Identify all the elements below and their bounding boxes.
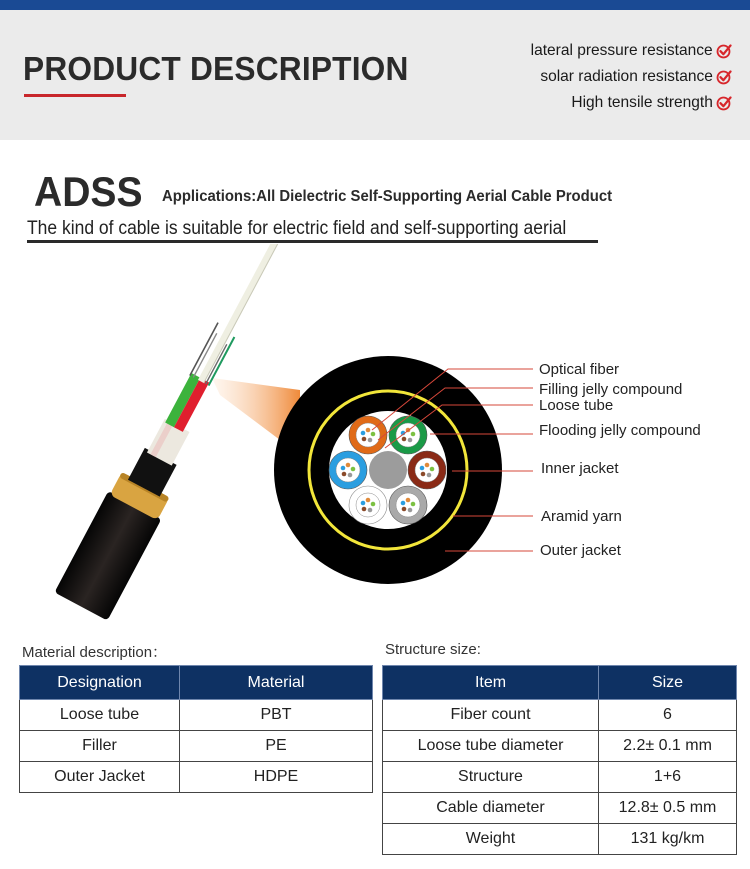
table-cell: Structure [383,762,599,793]
table-cell: HDPE [180,762,373,793]
check-circle-icon [716,69,732,85]
title-underline [24,94,126,97]
column-header: Item [383,666,599,700]
table-row [383,731,737,762]
cable-illustration [0,244,750,634]
feature-label: High tensile strength [571,94,713,111]
callout-inner-jacket: Inner jacket [541,460,619,477]
material-table [19,665,373,793]
table-cell: 6 [599,700,737,731]
table-cell: Fiber count [383,700,599,731]
table-header-row [20,666,373,700]
table-cell: 12.8± 0.5 mm [599,793,737,824]
table-cell: Filler [20,731,180,762]
table-cell: Loose tube [20,700,180,731]
callout-loose-tube: Loose tube [539,397,614,414]
feature-item [525,38,732,64]
table-row [383,793,737,824]
check-circle-icon [716,43,732,59]
table-row [20,731,373,762]
table-cell: PE [180,731,373,762]
page-title: PRODUCT DESCRIPTION [23,50,409,87]
feature-list [525,38,732,116]
callout-filling-jelly: Filling jelly compound [539,381,683,398]
product-name: ADSS [34,168,143,215]
table-cell: Outer Jacket [20,762,180,793]
check-circle-icon [716,95,732,111]
table-row [383,700,737,731]
table-row [20,700,373,731]
column-header: Designation [20,666,180,700]
table-header-row [383,666,737,700]
subtitle-underline [27,240,598,243]
top-bar [0,0,750,10]
table-row [383,824,737,855]
feature-label: lateral pressure resistance [530,42,713,59]
feature-item [525,64,732,90]
table-cell: Weight [383,824,599,855]
table-row [383,762,737,793]
table-cell: Loose tube diameter [383,731,599,762]
product-applications: Applications:All Dielectric Self-Supporting Aerial Cable Product [162,188,613,205]
table-row [20,762,373,793]
callout-outer-jacket: Outer jacket [540,542,621,559]
table-cell: PBT [180,700,373,731]
table-cell: 2.2± 0.1 mm [599,731,737,762]
banner [0,10,750,140]
product-subtitle: The kind of cable is suitable for electric field and self-supporting aerial [27,218,567,239]
structure-table [382,665,737,855]
callout-aramid-yarn: Aramid yarn [541,508,622,525]
table-cell: 131 kg/km [599,824,737,855]
structure-table-label: Structure size: [385,641,481,658]
cable-diagram [0,244,750,634]
column-header: Material [180,666,373,700]
column-header: Size [599,666,737,700]
table-cell: Cable diameter [383,793,599,824]
feature-item [525,90,732,116]
callout-optical-fiber: Optical fiber [539,361,620,378]
table-cell: 1+6 [599,762,737,793]
feature-label: solar radiation resistance [540,68,713,85]
callout-flooding-jelly: Flooding jelly compound [539,422,701,439]
material-table-label: Material description： [22,644,168,661]
